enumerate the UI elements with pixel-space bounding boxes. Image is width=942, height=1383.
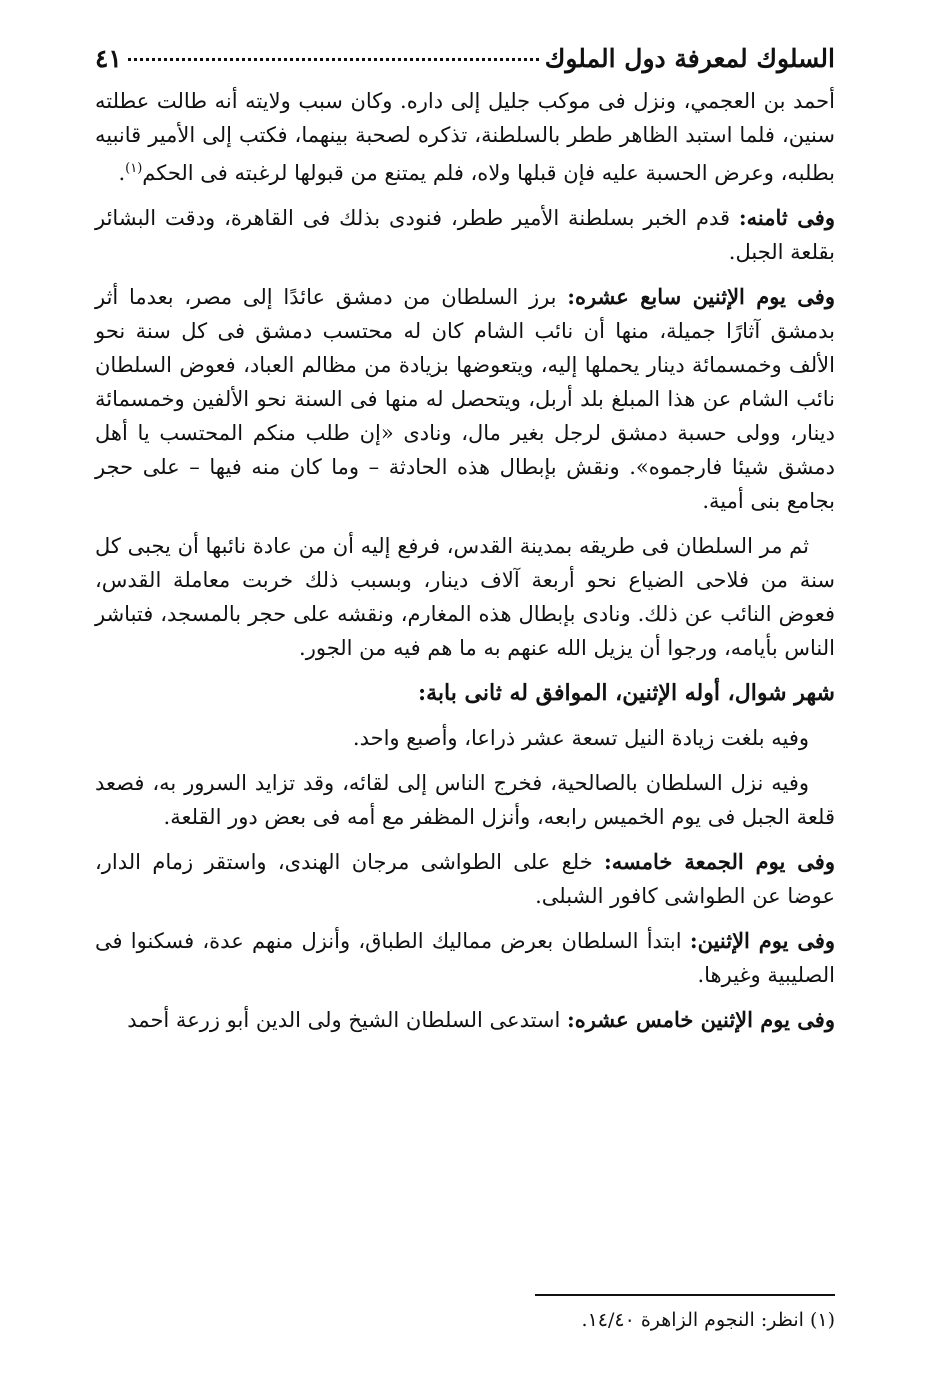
paragraph	[95, 84, 835, 190]
date-lead: وفى يوم الجمعة خامسه:	[604, 849, 835, 874]
paragraph-text: ثم مر السلطان فى طريقه بمدينة القدس، فرفع إليه أن من عادة نائبها أن يجبى كل سنة من فلاحى الضياع نحو أربعة آلاف دينار، وبسبب ذلك خربت معاملة القدس، فعوض النائب عن ذلك. ونادى بإبطال هذه المغارم، ونقشه على حجر بالمسجد، فتباشر الناس بأيامه، ورجوا أن يزيل الله عنهم به ما هم فيه من الجور.	[95, 534, 835, 660]
paragraph-text: خلع على الطواشى مرجان الهندى، واستقر زمام الدار، عوضا عن الطواشى كافور الشبلى.	[95, 850, 835, 908]
paragraph-text: وفيه نزل السلطان بالصالحية، فخرج الناس إلى لقائه، وقد تزايد السرور به، فصعد قلعة الجبل فى يوم الخميس رابعه، وأنزل المظفر مع أمه فى بعض دور القلعة.	[95, 771, 835, 829]
date-lead: وفى يوم الإثنين:	[689, 928, 836, 953]
page	[95, 44, 835, 1364]
paragraph-text: برز السلطان من دمشق عائدًا إلى مصر، بعدما أثر بدمشق آثارًا جميلة، منها أن نائب الشام كان له محتسب دمشق فى كل سنة نحو الألف وخمسمائة دينار يحملها إليه، ويتعوضها بزيادة من مظالم العباد، فعوض السلطان نائب الشام عن هذا المبلغ بلد أربل، ويتحصل له منها فى السنة نحو الألفين وخمسمائة دينار، وولى حسبة دمشق لرجل بغير مال، ونادى «إن طلب منكم المحتسب يا أهل دمشق شيئا فارجموه». ونقش بإبطال هذه الحادثة – وما كان منه فيها – على حجر بجامع بنى أمية.	[95, 285, 835, 513]
date-lead: وفى يوم الإثنين خامس عشره:	[567, 1007, 835, 1032]
month-heading: شهر شوال، أوله الإثنين، الموافق له ثانى بابة:	[418, 680, 835, 706]
book-title: السلوك لمعرفة دول الملوك	[544, 44, 835, 73]
header-dot-leader	[128, 58, 539, 61]
paragraph	[95, 529, 835, 665]
paragraph-text: قدم الخبر بسلطنة الأمير ططر، فنودى بذلك فى القاهرة، ودقت البشائر بقلعة الجبل.	[95, 206, 835, 264]
paragraph	[95, 845, 835, 913]
paragraph-text: ابتدأ السلطان بعرض مماليك الطباق، وأنزل منهم عدة، فسكنوا فى الصليبية وغيرها.	[95, 929, 835, 987]
paragraph	[95, 721, 835, 755]
date-lead: وفى ثامنه:	[738, 205, 835, 230]
paragraph-text: أحمد بن العجمي، ونزل فى موكب جليل إلى داره. وكان سبب ولايته أنه طالت عطلته سنين، فلما استبد الظاهر ططر بالسلطنة، تذكره لصحبة بينهما، فكتب إلى الأمير قانبيه بطلبه، وعرض الحسبة عليه فإن قبلها ولاه، فلم يمتنع من قبولها لرغبته فى الحكم	[95, 89, 835, 185]
footnote-reference[interactable]: (١)	[125, 161, 143, 176]
paragraph-tail: .	[118, 161, 126, 185]
paragraph	[95, 201, 835, 269]
paragraph-text: استدعى السلطان الشيخ ولى الدين أبو زرعة أحمد	[127, 1008, 568, 1032]
paragraph	[95, 1003, 835, 1037]
running-header	[95, 44, 835, 84]
paragraph	[95, 766, 835, 834]
paragraph	[95, 280, 835, 518]
date-lead: وفى يوم الإثنين سابع عشره:	[567, 284, 835, 309]
paragraph-text: وفيه بلغت زيادة النيل تسعة عشر ذراعا، وأصبع واحد.	[352, 726, 809, 750]
footnote: (١) انظر: النجوم الزاهرة ١٤/٤٠.	[581, 1309, 835, 1331]
main-text	[95, 84, 835, 1037]
paragraph	[95, 924, 835, 992]
footnote-divider	[535, 1294, 835, 1296]
page-number: ٤١	[95, 44, 122, 73]
